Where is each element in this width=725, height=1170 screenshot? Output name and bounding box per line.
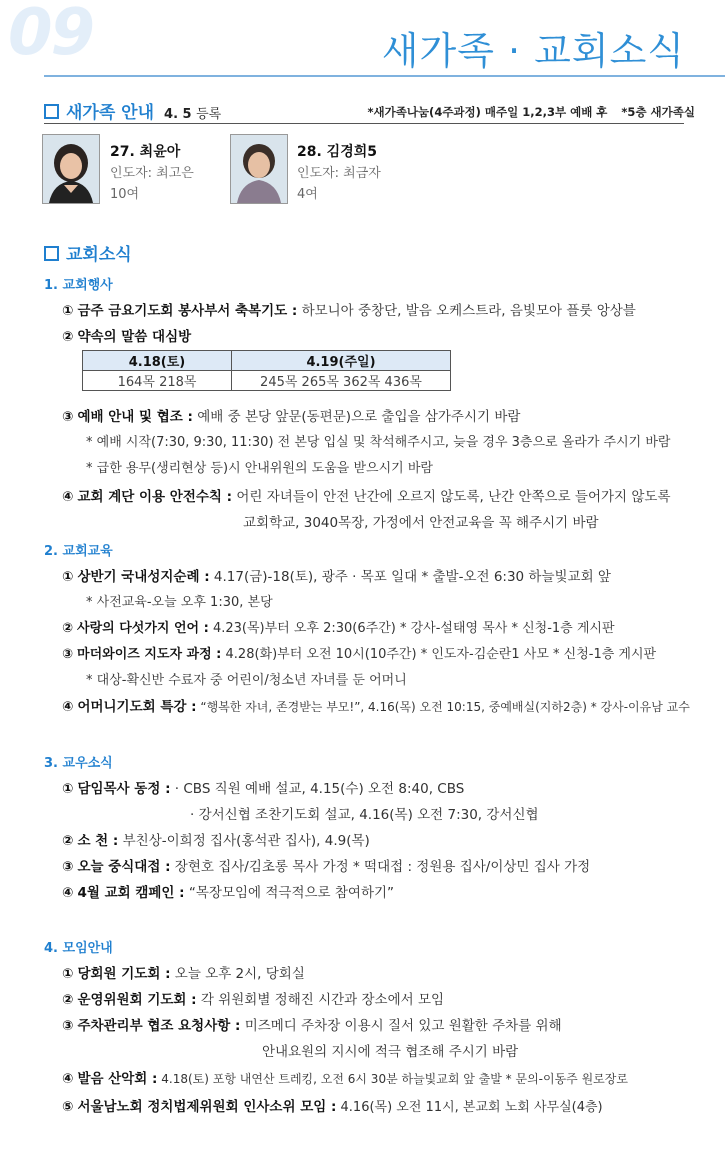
person-name: 28. 김경희5	[297, 144, 377, 160]
item-text: “목장모임에 적극적으로 참여하기”	[188, 885, 395, 901]
subsection-title: 1. 교회행사	[44, 278, 113, 293]
news-item	[62, 988, 444, 1008]
news-item	[62, 1095, 603, 1115]
news-item	[62, 299, 636, 319]
item-note: * 사전교육-오늘 오후 1:30, 본당	[86, 595, 273, 610]
item-label: 소 천 :	[77, 833, 119, 849]
item-text: 예배 중 본당 앞문(동편문)으로 출입을 삼가주시기 바람	[197, 409, 521, 425]
item-text: 오늘 오후 2시, 당회실	[174, 966, 305, 982]
item-label: 마더와이즈 지도자 과정 :	[77, 647, 222, 662]
item-number: ①	[62, 781, 74, 797]
news-item	[62, 881, 394, 901]
news-item	[62, 829, 370, 849]
subsection-title: 3. 교우소식	[44, 756, 113, 771]
item-text: 4.17(금)-18(토), 광주 · 목포 일대 * 출발-오전 6:30 하늘빛교회 앞	[213, 569, 611, 585]
table-header: 4.19(주일)	[232, 351, 451, 371]
item-text: 4.18(토) 포항 내연산 트레킹, 오전 6시 30분 하늘빛교회 앞 출발 * 문의-이동주 원로장로	[161, 1072, 628, 1086]
item-label: 운영위원회 기도회 :	[77, 992, 197, 1008]
item-label: 서울남노회 정치법제위원회 인사소위 모임 :	[77, 1099, 337, 1115]
item-text-continued: 교회학교, 3040목장, 가정에서 안전교육을 꼭 해주시기 바람	[243, 515, 599, 531]
subsection-title: 2. 교회교육	[44, 544, 113, 559]
newfamily-note	[354, 104, 696, 120]
item-number: ⑤	[62, 1099, 74, 1115]
item-number: ②	[62, 621, 74, 636]
visitation-table	[82, 350, 451, 391]
subsection-title: 4. 모임안내	[44, 941, 113, 956]
newfamily-title: 새가족 안내	[66, 103, 155, 123]
item-text: 하모니아 중창단, 발음 오케스트라, 음빛모아 플룻 앙상블	[301, 303, 636, 319]
news-item	[62, 405, 520, 425]
item-note: * 예배 시작(7:30, 9:30, 11:30) 전 본당 입실 및 착석해주시고, 늦을 경우 3층으로 올라가 주시기 바람	[86, 435, 671, 450]
news-item	[62, 325, 191, 345]
item-number: ③	[62, 1018, 74, 1034]
item-label: 어머니기도회 특강 :	[77, 699, 197, 715]
item-text-continued: · 강서신협 조찬기도회 설교, 4.16(목) 오전 7:30, 강서신협	[190, 807, 539, 823]
news-item	[62, 777, 464, 797]
news-item	[62, 565, 611, 585]
item-label: 금주 금요기도회 봉사부서 축복기도 :	[77, 303, 298, 319]
checkbox-square-icon	[44, 104, 59, 119]
person-age: 4여	[297, 187, 318, 202]
item-number: ③	[62, 647, 74, 662]
header-divider	[44, 75, 725, 77]
item-label: 담임목사 동정 :	[77, 781, 171, 797]
person-photo	[230, 134, 288, 204]
news-heading	[44, 240, 132, 265]
news-item	[62, 485, 671, 505]
table-cell: 245목 265목 362목 436목	[232, 371, 451, 391]
item-label: 발음 산악회 :	[77, 1071, 158, 1087]
news-item	[62, 1014, 562, 1034]
newfamily-divider	[44, 123, 684, 124]
page-number: 09	[8, 0, 94, 70]
page-title: 새가족 · 교회소식	[381, 29, 685, 73]
newfamily-note-2: *5층 새가족실	[621, 105, 695, 119]
news-item	[62, 617, 615, 636]
item-number: ②	[62, 833, 74, 849]
item-label: 당회원 기도회 :	[77, 966, 171, 982]
table-header: 4.18(토)	[83, 351, 232, 371]
person-intro: 인도자: 최고은	[110, 166, 194, 181]
item-label: 사랑의 다섯가지 언어 :	[77, 621, 209, 636]
news-item	[62, 643, 656, 662]
news-item	[62, 962, 305, 982]
item-label: 교회 계단 이용 안전수칙 :	[77, 489, 233, 505]
item-text-continued: 안내요원의 지시에 적극 협조해 주시기 바람	[262, 1044, 519, 1060]
item-number: ①	[62, 569, 74, 585]
item-number: ④	[62, 1071, 74, 1087]
news-title: 교회소식	[66, 245, 132, 265]
news-item	[62, 855, 590, 875]
person-photo	[42, 134, 100, 204]
item-text: · CBS 직원 예배 설교, 4.15(수) 오전 8:40, CBS	[174, 781, 465, 797]
table-cell: 164목 218목	[83, 371, 232, 391]
item-text: 어린 자녀들이 안전 난간에 오르지 않도록, 난간 안쪽으로 들어가지 않도록	[236, 489, 671, 505]
person-info	[110, 142, 194, 205]
item-label: 예배 안내 및 협조 :	[77, 409, 193, 425]
item-text: 4.28(화)부터 오전 10시(10주간) * 인도자-김순란1 사모 * 신청-1층 게시판	[225, 647, 657, 662]
item-text: 미즈메디 주차장 이용시 질서 있고 원활한 주차를 위해	[244, 1018, 562, 1034]
item-number: ③	[62, 409, 74, 425]
item-number: ③	[62, 859, 74, 875]
item-number: ④	[62, 699, 74, 715]
item-label: 약속의 말씀 대심방	[77, 329, 192, 345]
item-text: 장현호 집사/김초롱 목사 가정 * 떡대접 : 정원용 집사/이상민 집사 가정	[174, 859, 591, 875]
person-age: 10여	[110, 187, 140, 202]
item-number: ②	[62, 329, 74, 345]
item-label: 주차관리부 협조 요청사항 :	[77, 1018, 241, 1034]
item-note: * 대상-확신반 수료자 중 어린이/청소년 자녀를 둔 어머니	[86, 673, 407, 688]
news-item	[62, 1067, 628, 1087]
newfamily-heading	[44, 98, 221, 123]
item-label: 4월 교회 캠페인 :	[77, 885, 185, 901]
person-intro: 인도자: 최금자	[297, 166, 381, 181]
newfamily-note-1: *새가족나눔(4주과정) 매주일 1,2,3부 예배 후	[367, 105, 608, 119]
item-text: “행복한 자녀, 존경받는 부모!”, 4.16(목) 오전 10:15, 중예배실(지하2층) * 강사-이유남 교수	[200, 700, 690, 714]
checkbox-square-icon	[44, 246, 59, 261]
item-text: 4.23(목)부터 오후 2:30(6주간) * 강사-설태영 목사 * 신청-1층 게시판	[212, 621, 615, 636]
item-text: 부친상-이희정 집사(홍석관 집사), 4.9(목)	[122, 833, 370, 849]
item-label: 오늘 중식대접 :	[77, 859, 171, 875]
item-number: ①	[62, 303, 74, 319]
item-note: * 급한 용무(생리현상 등)시 안내위원의 도움을 받으시기 바람	[86, 461, 433, 476]
item-text: 각 위원회별 정해진 시간과 장소에서 모임	[200, 992, 445, 1008]
newfamily-date: 4. 5	[164, 107, 192, 122]
person-name: 27. 최윤아	[110, 144, 181, 160]
news-item	[62, 695, 690, 715]
item-text: 4.16(목) 오전 11시, 본교회 노회 사무실(4층)	[340, 1100, 603, 1115]
item-number: ②	[62, 992, 74, 1008]
newfamily-reg: 등록	[196, 107, 222, 122]
item-number: ④	[62, 885, 74, 901]
person-info	[297, 142, 381, 205]
item-label: 상반기 국내성지순례 :	[77, 569, 210, 585]
item-number: ④	[62, 489, 74, 505]
item-number: ①	[62, 966, 74, 982]
